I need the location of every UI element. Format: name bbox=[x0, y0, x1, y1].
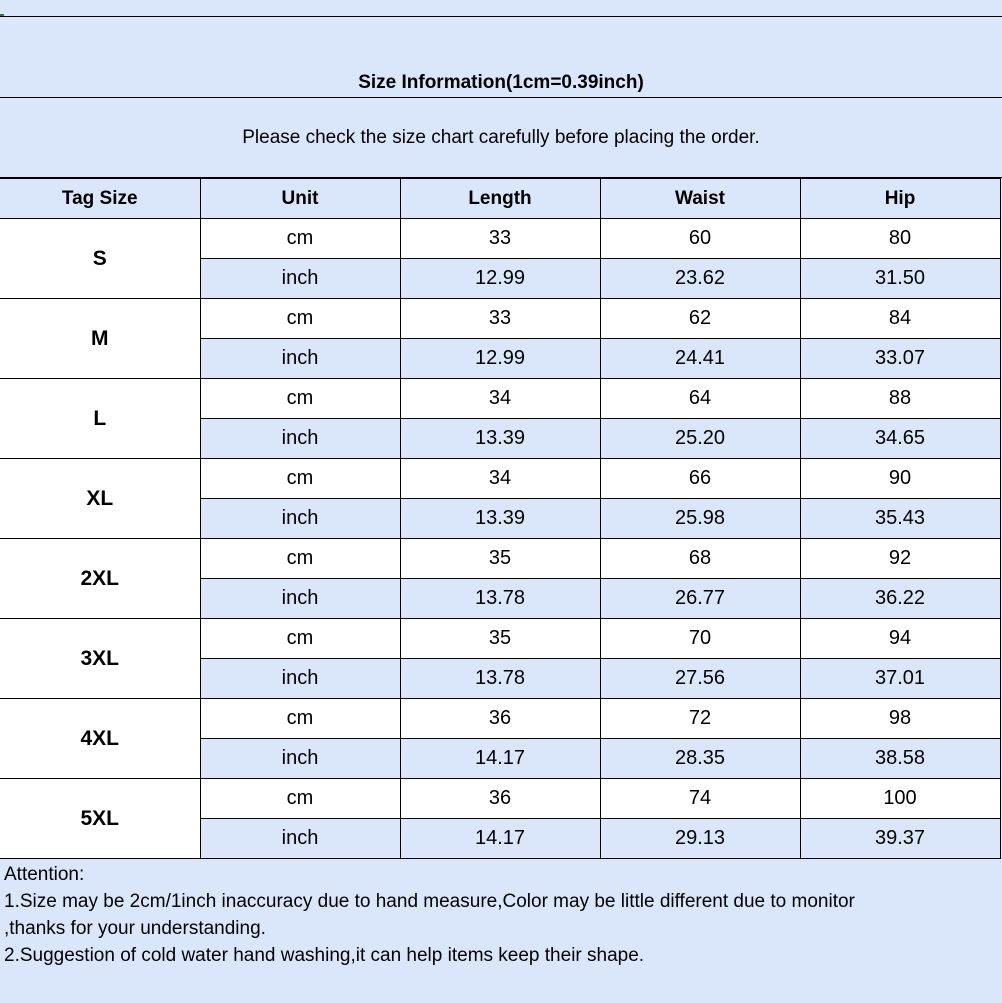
length-cell: 34 bbox=[400, 379, 600, 419]
tag-size-cell: XL bbox=[0, 459, 200, 539]
hip-cell: 92 bbox=[800, 539, 1000, 579]
unit-cell: cm bbox=[200, 299, 400, 339]
tag-size-cell: 2XL bbox=[0, 539, 200, 619]
length-cell: 36 bbox=[400, 699, 600, 739]
hip-cell: 38.58 bbox=[800, 739, 1000, 779]
table-row-cm bbox=[0, 699, 1000, 739]
unit-cell: cm bbox=[200, 379, 400, 419]
title-row bbox=[0, 17, 1002, 98]
waist-cell: 70 bbox=[600, 619, 800, 659]
hip-cell: 37.01 bbox=[800, 659, 1000, 699]
unit-cell: inch bbox=[200, 659, 400, 699]
unit-cell: cm bbox=[200, 779, 400, 819]
length-cell: 13.78 bbox=[400, 579, 600, 619]
length-cell: 13.39 bbox=[400, 499, 600, 539]
tag-size-cell: S bbox=[0, 219, 200, 299]
length-cell: 33 bbox=[400, 299, 600, 339]
unit-cell: inch bbox=[200, 259, 400, 299]
waist-cell: 28.35 bbox=[600, 739, 800, 779]
waist-cell: 29.13 bbox=[600, 819, 800, 859]
header-unit: Unit bbox=[200, 179, 400, 219]
notes-line-2: ,thanks for your understanding. bbox=[4, 918, 266, 939]
size-chart bbox=[0, 16, 1002, 1003]
hip-cell: 35.43 bbox=[800, 499, 1000, 539]
length-cell: 13.39 bbox=[400, 419, 600, 459]
hip-cell: 31.50 bbox=[800, 259, 1000, 299]
unit-cell: cm bbox=[200, 619, 400, 659]
waist-cell: 60 bbox=[600, 219, 800, 259]
size-table-body bbox=[0, 219, 1000, 859]
tag-size-cell: 4XL bbox=[0, 699, 200, 779]
hip-cell: 36.22 bbox=[800, 579, 1000, 619]
unit-cell: inch bbox=[200, 739, 400, 779]
table-row-cm bbox=[0, 539, 1000, 579]
waist-cell: 68 bbox=[600, 539, 800, 579]
length-cell: 14.17 bbox=[400, 739, 600, 779]
tag-size-cell: 5XL bbox=[0, 779, 200, 859]
hip-cell: 94 bbox=[800, 619, 1000, 659]
waist-cell: 25.20 bbox=[600, 419, 800, 459]
unit-cell: inch bbox=[200, 499, 400, 539]
waist-cell: 25.98 bbox=[600, 499, 800, 539]
table-row-cm bbox=[0, 219, 1000, 259]
tag-size-cell: L bbox=[0, 379, 200, 459]
notes-line-1: 1.Size may be 2cm/1inch inaccuracy due to hand measure,Color may be little different due to monitor bbox=[4, 891, 855, 912]
hip-cell: 39.37 bbox=[800, 819, 1000, 859]
header-waist: Waist bbox=[600, 179, 800, 219]
waist-cell: 27.56 bbox=[600, 659, 800, 699]
unit-cell: cm bbox=[200, 539, 400, 579]
waist-cell: 74 bbox=[600, 779, 800, 819]
table-row-cm bbox=[0, 779, 1000, 819]
unit-cell: cm bbox=[200, 219, 400, 259]
header-row bbox=[0, 179, 1000, 219]
waist-cell: 26.77 bbox=[600, 579, 800, 619]
unit-cell: cm bbox=[200, 459, 400, 499]
hip-cell: 80 bbox=[800, 219, 1000, 259]
waist-cell: 72 bbox=[600, 699, 800, 739]
hip-cell: 34.65 bbox=[800, 419, 1000, 459]
length-cell: 13.78 bbox=[400, 659, 600, 699]
subtitle-row bbox=[0, 98, 1002, 178]
attention-notes bbox=[4, 861, 994, 969]
hip-cell: 90 bbox=[800, 459, 1000, 499]
hip-cell: 100 bbox=[800, 779, 1000, 819]
length-cell: 12.99 bbox=[400, 339, 600, 379]
notes-heading: Attention: bbox=[4, 864, 85, 885]
tag-size-cell: 3XL bbox=[0, 619, 200, 699]
header-hip: Hip bbox=[800, 179, 1000, 219]
length-cell: 33 bbox=[400, 219, 600, 259]
hip-cell: 98 bbox=[800, 699, 1000, 739]
length-cell: 35 bbox=[400, 539, 600, 579]
size-table bbox=[0, 178, 1001, 859]
waist-cell: 24.41 bbox=[600, 339, 800, 379]
header-tag-size: Tag Size bbox=[0, 179, 200, 219]
notes-line-3: 2.Suggestion of cold water hand washing,it can help items keep their shape. bbox=[4, 945, 645, 966]
table-row-cm bbox=[0, 379, 1000, 419]
table-row-cm bbox=[0, 459, 1000, 499]
table-row-cm bbox=[0, 299, 1000, 339]
hip-cell: 33.07 bbox=[800, 339, 1000, 379]
chart-subtitle: Please check the size chart carefully before placing the order. bbox=[242, 126, 760, 148]
table-row-cm bbox=[0, 619, 1000, 659]
waist-cell: 23.62 bbox=[600, 259, 800, 299]
unit-cell: inch bbox=[200, 819, 400, 859]
waist-cell: 64 bbox=[600, 379, 800, 419]
length-cell: 34 bbox=[400, 459, 600, 499]
length-cell: 36 bbox=[400, 779, 600, 819]
length-cell: 35 bbox=[400, 619, 600, 659]
tag-size-cell: M bbox=[0, 299, 200, 379]
hip-cell: 84 bbox=[800, 299, 1000, 339]
waist-cell: 62 bbox=[600, 299, 800, 339]
hip-cell: 88 bbox=[800, 379, 1000, 419]
unit-cell: cm bbox=[200, 699, 400, 739]
waist-cell: 66 bbox=[600, 459, 800, 499]
unit-cell: inch bbox=[200, 339, 400, 379]
unit-cell: inch bbox=[200, 419, 400, 459]
length-cell: 14.17 bbox=[400, 819, 600, 859]
length-cell: 12.99 bbox=[400, 259, 600, 299]
chart-title: Size Information(1cm=0.39inch) bbox=[358, 72, 644, 93]
header-length: Length bbox=[400, 179, 600, 219]
unit-cell: inch bbox=[200, 579, 400, 619]
